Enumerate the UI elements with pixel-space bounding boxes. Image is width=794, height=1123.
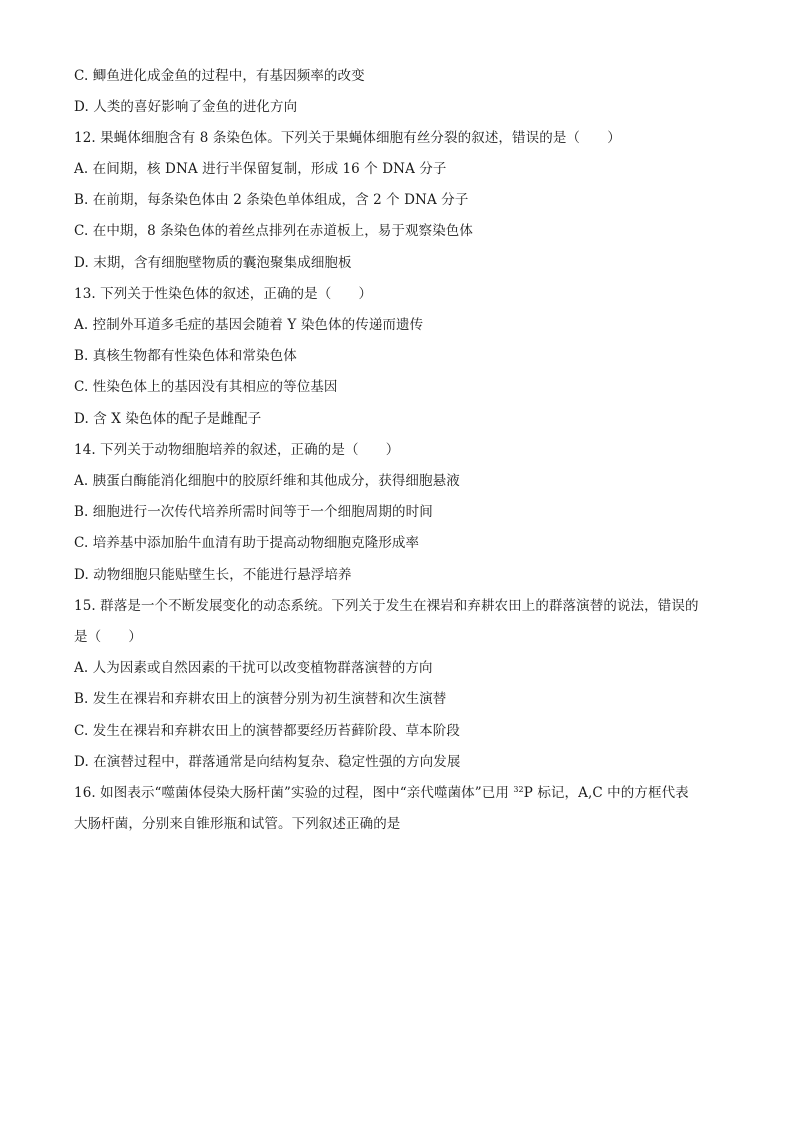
question-16-stem — [74, 784, 689, 802]
question-12-stem: 12. 果蝇体细胞含有 8 条染色体。下列关于果蝇体细胞有丝分裂的叙述，错误的是（ ） — [74, 130, 621, 146]
option-13d: D. 含 X 染色体的配子是雌配子 — [74, 411, 262, 427]
isotope-superscript: 32 — [513, 785, 524, 794]
question-16-text-b: P 标记，A,C 中的方框代表 — [523, 785, 689, 801]
option-13b: B. 真核生物都有性染色体和常染色体 — [74, 348, 297, 364]
option-12c: C. 在中期，8 条染色体的着丝点排列在赤道板上，易于观察染色体 — [74, 223, 474, 239]
question-16-text-a: 16. 如图表示“噬菌体侵染大肠杆菌”实验的过程，图中“亲代噬菌体”已用 — [74, 785, 514, 801]
option-15c: C. 发生在裸岩和弃耕农田上的演替都要经历苔藓阶段、草本阶段 — [74, 723, 460, 739]
option-15d: D. 在演替过程中，群落通常是向结构复杂、稳定性强的方向发展 — [74, 754, 461, 770]
option-13c: C. 性染色体上的基因没有其相应的等位基因 — [74, 379, 338, 395]
option-14a: A. 胰蛋白酶能消化细胞中的胶原纤维和其他成分，获得细胞悬液 — [74, 473, 460, 489]
option-15a: A. 人为因素或自然因素的干扰可以改变植物群落演替的方向 — [74, 660, 433, 676]
option-11c: C. 鲫鱼进化成金鱼的过程中，有基因频率的改变 — [74, 68, 365, 84]
option-12a: A. 在间期，核 DNA 进行半保留复制，形成 16 个 DNA 分子 — [74, 161, 447, 177]
option-11d: D. 人类的喜好影响了金鱼的进化方向 — [74, 99, 298, 115]
option-14c: C. 培养基中添加胎牛血清有助于提高动物细胞克隆形成率 — [74, 535, 420, 551]
option-15b: B. 发生在裸岩和弃耕农田上的演替分别为初生演替和次生演替 — [74, 691, 447, 707]
question-16-stem-cont: 大肠杆菌，分别来自锥形瓶和试管。下列叙述正确的是 — [74, 816, 401, 832]
question-15-stem-cont: 是（ ） — [74, 629, 142, 645]
question-13-stem: 13. 下列关于性染色体的叙述，正确的是（ ） — [74, 286, 373, 302]
option-12d: D. 末期，含有细胞壁物质的囊泡聚集成细胞板 — [74, 255, 352, 271]
question-15-stem: 15. 群落是一个不断发展变化的动态系统。下列关于发生在裸岩和弃耕农田上的群落演替的说法，错误的 — [74, 598, 699, 614]
question-14-stem: 14. 下列关于动物细胞培养的叙述，正确的是（ ） — [74, 442, 400, 458]
option-14d: D. 动物细胞只能贴壁生长，不能进行悬浮培养 — [74, 567, 352, 583]
option-14b: B. 细胞进行一次传代培养所需时间等于一个细胞周期的时间 — [74, 504, 433, 520]
option-13a: A. 控制外耳道多毛症的基因会随着 Y 染色体的传递而遗传 — [74, 317, 424, 333]
option-12b: B. 在前期，每条染色体由 2 条染色单体组成，含 2 个 DNA 分子 — [74, 192, 469, 208]
